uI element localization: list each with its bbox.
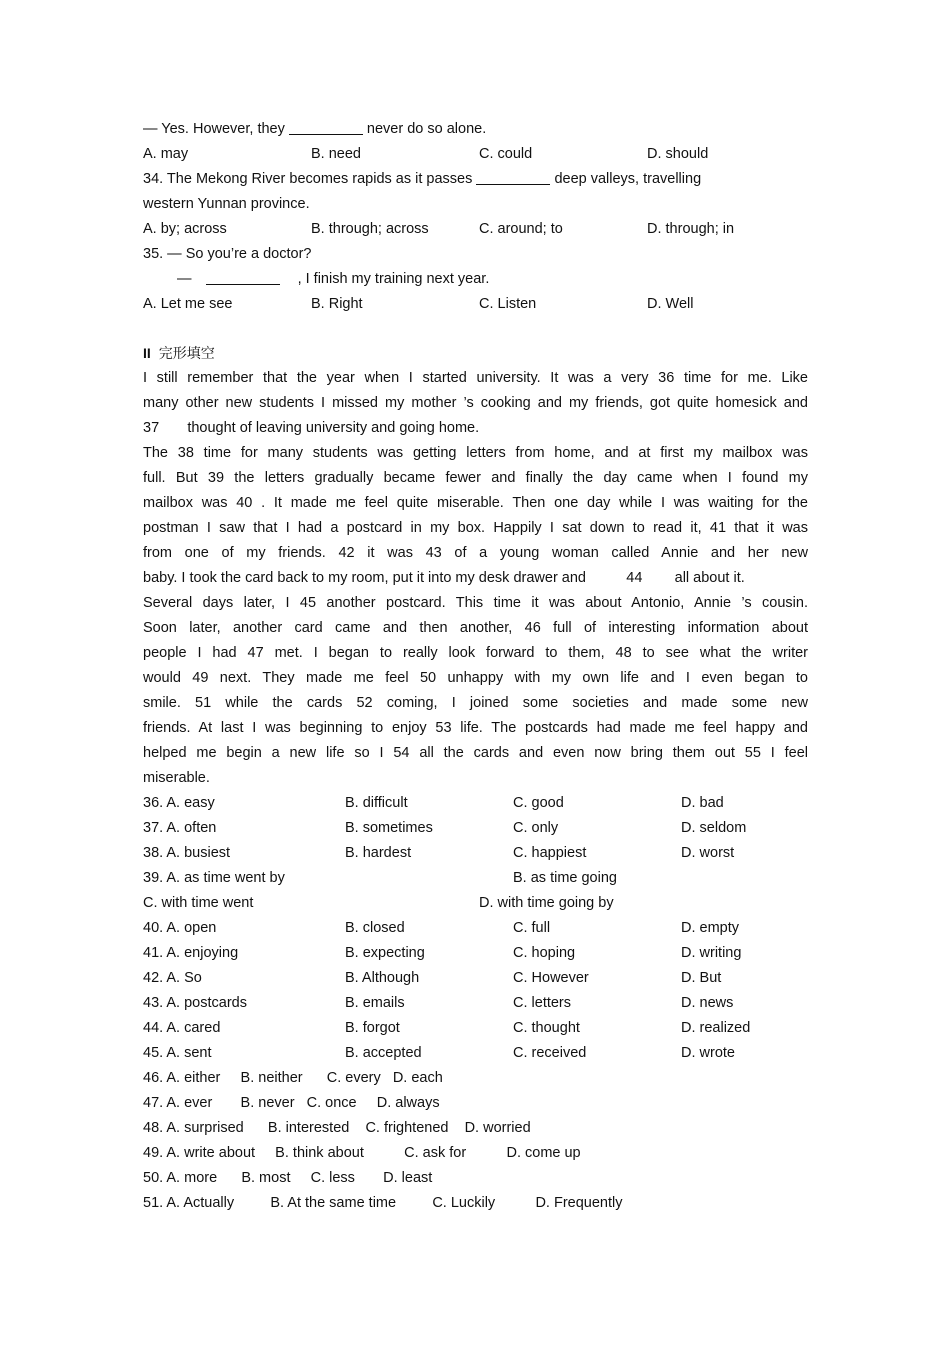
q34-stem-end: deep valleys, travelling [554, 171, 702, 187]
q33-prompt-start: — Yes. However, they [143, 121, 285, 137]
options-40-45 [143, 916, 808, 1066]
option-a: A. by; across [143, 221, 227, 237]
option-d: D. realized [681, 1020, 751, 1036]
option-row: 51. A. Actually B. At the same time C. Luckily D. Frequently [143, 1195, 623, 1211]
option-d: D. Well [647, 296, 694, 312]
passage-line: helped me begin a new life so I 54 all the cards and even now bring them out 55 I feel [143, 745, 808, 761]
option-row [143, 1016, 808, 1041]
option-row [143, 1041, 808, 1066]
option-row: 46. A. either B. neither C. every D. each [143, 1070, 443, 1086]
option-b: B. closed [345, 920, 405, 936]
q33-options [143, 142, 808, 167]
option-a: 41. A. enjoying [143, 945, 239, 961]
q35-reply: , I finish my training next year. [297, 271, 490, 287]
option-a: 39. A. as time went by [143, 870, 285, 886]
q39-row2 [143, 891, 808, 916]
q33-prompt [143, 117, 808, 142]
option-b: B. forgot [345, 1020, 400, 1036]
passage-line: smile. 51 while the cards 52 coming, I joined some societies and made some new [143, 695, 808, 711]
options-46-51 [143, 1066, 808, 1216]
q33-prompt-end: never do so alone. [366, 121, 487, 137]
option-row [143, 966, 808, 991]
option-d: D. worst [681, 845, 735, 861]
option-c: C. However [513, 970, 589, 986]
option-c: C. happiest [513, 845, 587, 861]
option-row: 47. A. ever B. never C. once D. always [143, 1095, 440, 1111]
option-b: B. sometimes [345, 820, 433, 836]
answer-blank [289, 120, 363, 135]
q34-stem-start: 34. The Mekong River becomes rapids as it passes [143, 171, 473, 187]
option-c: C. around; to [479, 221, 563, 237]
option-a: 38. A. busiest [143, 845, 231, 861]
cloze-passage [143, 366, 808, 791]
option-c: C. full [513, 920, 551, 936]
passage-line: friends. At last I was beginning to enjoy 53 life. The postcards had made me feel happy and [143, 720, 808, 736]
options-36-38 [143, 791, 808, 866]
option-a: A. may [143, 146, 189, 162]
section-numeral: II [143, 345, 151, 361]
q35-dash: — [177, 271, 192, 287]
option-d: D. bad [681, 795, 724, 811]
option-d: D. should [647, 146, 709, 162]
option-c: C. could [479, 146, 533, 162]
option-row [143, 841, 808, 866]
option-b: B. as time going [513, 870, 617, 886]
option-b: B. hardest [345, 845, 412, 861]
option-row: 50. A. more B. most C. less D. least [143, 1170, 433, 1186]
passage-line: Several days later, I 45 another postcard. This time it was about Antonio, Annie ’s cousin. [143, 595, 808, 611]
option-b: B. Although [345, 970, 420, 986]
option-row [143, 941, 808, 966]
option-a: A. Let me see [143, 296, 233, 312]
section-spacer [143, 317, 808, 341]
option-a: 43. A. postcards [143, 995, 247, 1011]
passage-line: mailbox was 40 . It made me feel quite miserable. Then one day while I was waiting for the [143, 495, 808, 511]
option-c: C. only [513, 820, 559, 836]
q35-line2 [143, 267, 808, 292]
q34-line2: western Yunnan province. [143, 196, 310, 212]
passage-line: from one of my friends. 42 it was 43 of a young woman called Annie and her new [143, 545, 808, 561]
option-row [143, 991, 808, 1016]
passage-line: I still remember that the year when I started university. It was a very 36 time for me. Like [143, 370, 808, 386]
option-c: C. good [513, 795, 564, 811]
passage-line: miserable. [143, 770, 210, 786]
option-c: C. with time went [143, 895, 254, 911]
option-b: B. Right [311, 296, 363, 312]
passage-line: would 49 next. They made me feel 50 unhappy with my own life and I even began to [143, 670, 808, 686]
q39-row1 [143, 866, 808, 891]
passage-line: postman I saw that I had a postcard in my box. Happily I sat down to read it, 41 that it was [143, 520, 808, 536]
option-b: B. need [311, 146, 361, 162]
option-d: D. seldom [681, 820, 747, 836]
option-a: 36. A. easy [143, 795, 215, 811]
option-c: C. Listen [479, 296, 537, 312]
option-d: D. news [681, 995, 734, 1011]
option-a: 44. A. cared [143, 1020, 221, 1036]
option-a: 45. A. sent [143, 1045, 212, 1061]
option-row [143, 916, 808, 941]
option-d: D. wrote [681, 1045, 735, 1061]
answer-blank [206, 270, 280, 285]
passage-line: The 38 time for many students was getting letters from home, and at first my mailbox was [143, 445, 808, 461]
passage-line: Soon later, another card came and then another, 46 full of interesting information about [143, 620, 808, 636]
option-b: B. expecting [345, 945, 425, 961]
option-row [143, 791, 808, 816]
option-c: C. received [513, 1045, 587, 1061]
section-title: 完形填空 [158, 345, 215, 361]
option-d: D. empty [681, 920, 740, 936]
option-d: D. through; in [647, 221, 735, 237]
worksheet-page [143, 117, 808, 1216]
option-row [143, 816, 808, 841]
passage-line: baby. I took the card back to my room, put it into my desk drawer and 44 all about it. [143, 570, 745, 586]
option-b: B. emails [345, 995, 405, 1011]
passage-line: full. But 39 the letters gradually became fewer and finally the day came when I found my [143, 470, 808, 486]
section-heading [143, 341, 808, 366]
option-row: 49. A. write about B. think about C. ask for D. come up [143, 1145, 581, 1161]
option-a: 42. A. So [143, 970, 202, 986]
option-c: C. hoping [513, 945, 576, 961]
passage-line: people I had 47 met. I began to really look forward to them, 48 to see what the writer [143, 645, 808, 661]
q34-line1 [143, 167, 808, 192]
option-a: 37. A. often [143, 820, 217, 836]
passage-line: 37 thought of leaving university and going home. [143, 420, 480, 436]
option-b: B. through; across [311, 221, 429, 237]
option-b: B. difficult [345, 795, 408, 811]
q35-options [143, 292, 808, 317]
option-c: C. letters [513, 995, 572, 1011]
option-row: 48. A. surprised B. interested C. frightened D. worried [143, 1120, 531, 1136]
q35-line1: 35. — So you’re a doctor? [143, 246, 312, 262]
answer-blank [476, 170, 550, 185]
option-d: D. writing [681, 945, 742, 961]
option-c: C. thought [513, 1020, 580, 1036]
option-d: D. But [681, 970, 722, 986]
q34-options [143, 217, 808, 242]
passage-line: many other new students I missed my mother ’s cooking and my friends, got quite homesick and [143, 395, 808, 411]
option-d: D. with time going by [479, 895, 614, 911]
option-a: 40. A. open [143, 920, 217, 936]
option-b: B. accepted [345, 1045, 422, 1061]
